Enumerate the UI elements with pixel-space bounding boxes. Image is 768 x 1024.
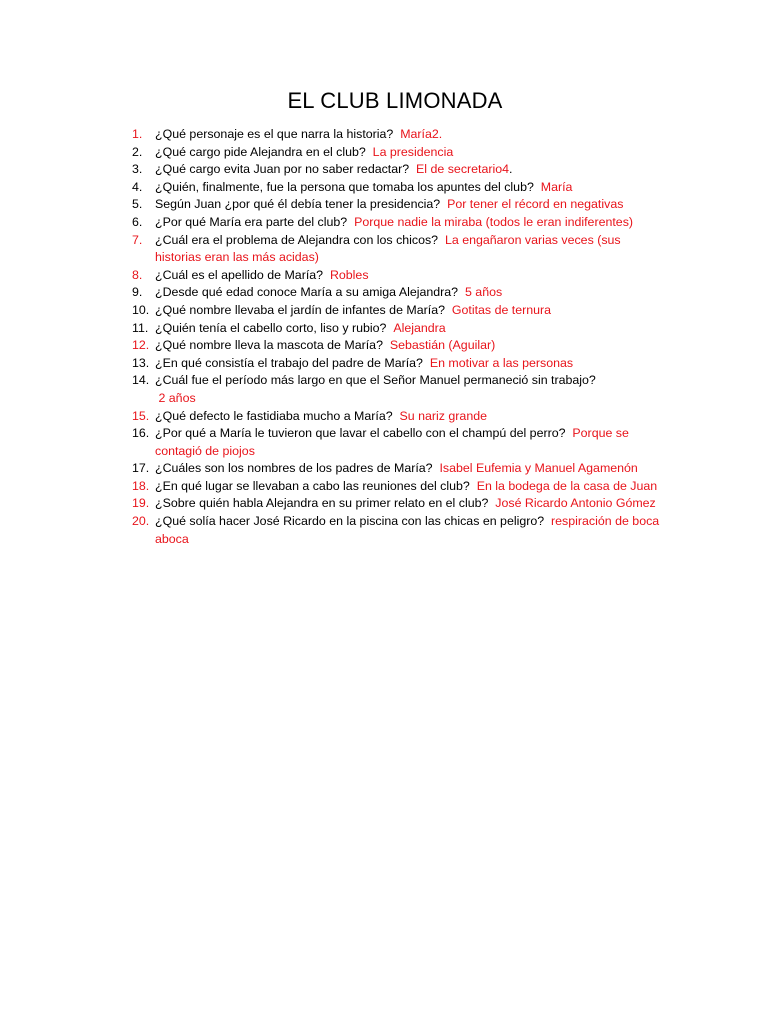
question-text: ¿Qué personaje es el que narra la historia? xyxy=(155,127,394,141)
question-number: 13. xyxy=(132,355,150,370)
answer-text: Gotitas de ternura xyxy=(451,302,552,317)
question-text: ¿Por qué a María le tuvieron que lavar el cabello con el champú del perro? xyxy=(155,426,566,441)
answer-text: José Ricardo Antonio Gómez xyxy=(495,496,656,511)
question-number: 8. xyxy=(132,267,143,282)
answer-punctuation: . xyxy=(509,162,513,177)
question-text: ¿Qué nombre llevaba el jardín de infantes de María? xyxy=(155,302,445,317)
question-item xyxy=(110,320,670,338)
question-text: ¿Cuáles son los nombres de los padres de María? xyxy=(155,461,433,476)
question-item xyxy=(110,144,670,162)
question-text: ¿Quién tenía el cabello corto, liso y rubio? xyxy=(155,320,387,335)
question-number: 9. xyxy=(132,285,143,300)
question-number: 14. xyxy=(132,373,150,388)
answer-text: En la bodega de la casa de Juan xyxy=(476,478,658,493)
question-number: 17. xyxy=(132,461,150,476)
question-number: 19. xyxy=(132,496,150,511)
question-item xyxy=(110,460,670,478)
answer-text: Su nariz grande xyxy=(399,408,487,423)
answer-text: 2 años xyxy=(158,390,196,405)
question-text: ¿Por qué María era parte del club? xyxy=(155,214,348,229)
question-item xyxy=(110,372,670,407)
question-item xyxy=(110,126,670,144)
question-list xyxy=(110,126,670,548)
answer-text: 5 años xyxy=(464,285,503,300)
question-item xyxy=(110,232,670,267)
question-item xyxy=(110,267,670,285)
question-item xyxy=(110,214,670,232)
answer-text: Por tener el récord en negativas xyxy=(447,197,624,212)
answer-text: En motivar a las personas xyxy=(429,355,574,370)
answer-text: Robles xyxy=(329,267,369,282)
question-item xyxy=(110,161,670,179)
question-text: ¿Sobre quién habla Alejandra en su primer relato en el club? xyxy=(155,496,489,511)
question-number: 1. xyxy=(132,127,143,141)
question-number: 16. xyxy=(132,426,150,441)
answer-text: María2. xyxy=(400,127,443,141)
question-text: ¿Quién, finalmente, fue la persona que tomaba los apuntes del club? xyxy=(155,179,534,194)
question-number: 7. xyxy=(132,232,143,247)
answer-text: Porque nadie la miraba (todos le eran indiferentes) xyxy=(354,214,634,229)
question-number: 4. xyxy=(132,179,143,194)
question-number: 2. xyxy=(132,144,143,159)
question-number: 12. xyxy=(132,338,150,353)
question-item xyxy=(110,179,670,197)
question-item xyxy=(110,302,670,320)
answer-text: respiración de boca aboca xyxy=(155,514,660,546)
question-item xyxy=(110,355,670,373)
question-number: 10. xyxy=(132,302,150,317)
answer-text: Sebastián (Aguilar) xyxy=(389,338,496,353)
question-text: ¿Qué nombre lleva la mascota de María? xyxy=(155,338,383,353)
answer-text: El de secretario4 xyxy=(416,162,510,177)
question-text: Según Juan ¿por qué él debía tener la presidencia? xyxy=(155,197,441,212)
question-item xyxy=(110,408,670,426)
question-text: ¿Cuál era el problema de Alejandra con los chicos? xyxy=(155,232,439,247)
answer-text: La engañaron varias veces (sus historias eran las más acidas) xyxy=(155,232,621,265)
question-item xyxy=(110,478,670,496)
question-text: ¿Cuál fue el período más largo en que el Señor Manuel permaneció sin trabajo? xyxy=(155,373,596,388)
question-number: 6. xyxy=(132,214,143,229)
question-text: ¿Qué cargo evita Juan por no saber redactar? xyxy=(155,162,410,177)
question-text: ¿Qué solía hacer José Ricardo en la piscina con las chicas en peligro? xyxy=(155,514,545,529)
question-item xyxy=(110,196,670,214)
answer-text: Alejandra xyxy=(393,320,446,335)
question-text: ¿Qué defecto le fastidiaba mucho a María? xyxy=(155,408,393,423)
question-number: 3. xyxy=(132,162,143,177)
question-item xyxy=(110,495,670,513)
question-number: 15. xyxy=(132,408,150,423)
question-number: 11. xyxy=(132,320,149,335)
question-number: 20. xyxy=(132,514,150,529)
question-item xyxy=(110,284,670,302)
question-item xyxy=(110,513,670,548)
question-item xyxy=(110,425,670,460)
question-text: ¿Cuál es el apellido de María? xyxy=(155,267,324,282)
question-number: 5. xyxy=(132,197,143,212)
question-text: ¿Qué cargo pide Alejandra en el club? xyxy=(155,144,366,159)
answer-text: María xyxy=(540,179,573,194)
answer-text: Isabel Eufemia y Manuel Agamenón xyxy=(439,461,638,476)
question-text: ¿Desde qué edad conoce María a su amiga Alejandra? xyxy=(155,285,459,300)
question-number: 18. xyxy=(132,478,150,493)
answer-text: La presidencia xyxy=(372,144,454,159)
answer-text: Porque se contagió de piojos xyxy=(155,426,629,458)
question-item xyxy=(110,337,670,355)
question-text: ¿En qué consistía el trabajo del padre de María? xyxy=(155,355,423,370)
document-title: EL CLUB LIMONADA xyxy=(287,88,503,113)
question-text: ¿En qué lugar se llevaban a cabo las reuniones del club? xyxy=(155,478,470,493)
